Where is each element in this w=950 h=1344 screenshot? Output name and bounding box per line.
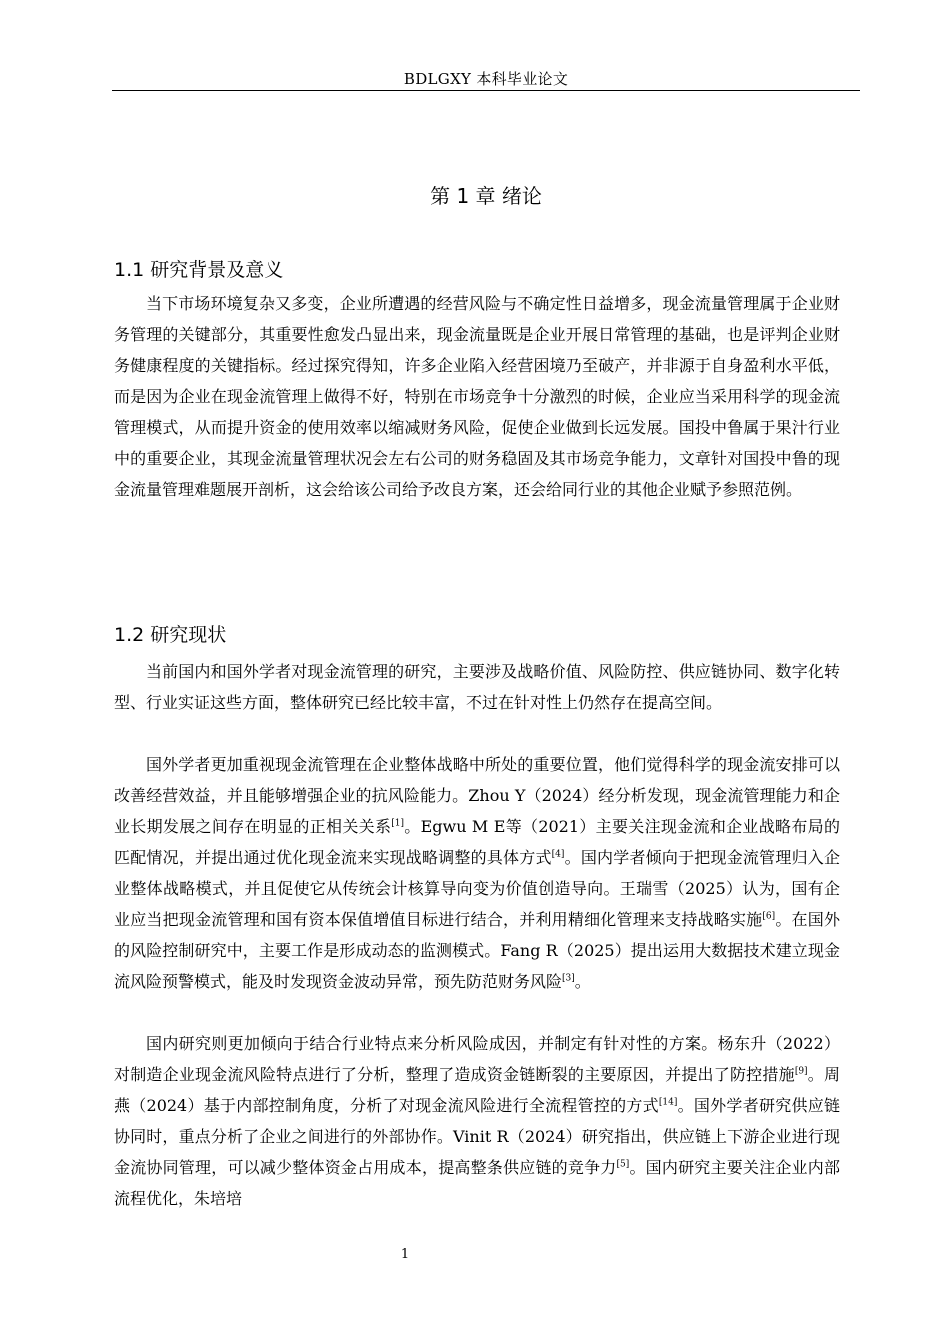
citation-marker: [1] bbox=[391, 818, 404, 829]
citation-marker: [14] bbox=[658, 1097, 678, 1108]
paragraph: 国外学者更加重视现金流管理在企业整体战略中所处的重要位置，他们觉得科学的现金流安排可以改善经营效益，并且能够增强企业的抗风险能力。Zhou Y（2024）经分析发现，现金流管理能力和企业长期发展之间存在明显的正相关关系[1]。Egwu M E等（2021）主要关注现金流和企业战略布局的匹配情况，并提出通过优化现金流来实现战略调整的具体方式[4]。国内学者倾向于把现金流管理归入企业整体战略模式，并且促使它从传统会计核算导向变为价值创造导向。王瑞雪（2025）认为，国有企业应当把现金流管理和国有资本保值增值目标进行结合，并利用精细化管理来支持战略实施[6]。在国外的风险控制研究中，主要工作是形成动态的监测模式。Fang R（2025）提出运用大数据技术建立现金流风险预警模式，能及时发现资金波动异常，预先防范财务风险[3]。 bbox=[114, 755, 840, 991]
citation-marker: [4] bbox=[551, 849, 565, 860]
citation-marker: [5] bbox=[616, 1159, 630, 1170]
paragraph: 当前国内和国外学者对现金流管理的研究，主要涉及战略价值、风险防控、供应链协同、数字化转型、行业实证这些方面，整体研究已经比较丰富，不过在针对性上仍然存在提高空间。 bbox=[114, 662, 840, 712]
paragraph: 当下市场环境复杂又多变，企业所遭遇的经营风险与不确定性日益增多，现金流量管理属于企业财务管理的关键部分，其重要性愈发凸显出来，现金流量既是企业开展日常管理的基础，也是评判企业财务健康程度的关键指标。经过探究得知，许多企业陷入经营困境乃至破产，并非源于自身盈利水平低，而是因为企业在现金流管理上做得不好，特别在市场竞争十分激烈的时候，企业应当采用科学的现金流管理模式，从而提升资金的使用效率以缩减财务风险，促使企业做到长远发展。国投中鲁属于果汁行业中的重要企业，其现金流量管理状况会左右公司的财务稳固及其市场竞争能力，文章针对国投中鲁的现金流量管理难题展开剖析，这会给该公司给予改良方案，还会给同行业的其他企业赋予参照范例。 bbox=[114, 294, 840, 499]
running-header: BDLGXY 本科毕业论文 bbox=[403, 70, 569, 88]
citation-marker: [3] bbox=[562, 973, 575, 984]
section-heading-1-2: 1.2 研究现状 bbox=[114, 624, 227, 646]
header-rule bbox=[112, 90, 860, 91]
chapter-title: 第 1 章 绪论 bbox=[430, 184, 542, 208]
section-heading-1-1: 1.1 研究背景及意义 bbox=[114, 259, 284, 281]
paragraph: 国内研究则更加倾向于结合行业特点来分析风险成因，并制定有针对性的方案。杨东升（2022）对制造企业现金流风险特点进行了分析，整理了造成资金链断裂的主要原因，并提出了防控措施[9]。周燕（2024）基于内部控制角度，分析了对现金流风险进行全流程管控的方式[14]。国外学者研究供应链协同时，重点分析了企业之间进行的外部协作。Vinit R（2024）研究指出，供应链上下游企业进行现金流协同管理，可以减少整体资金占用成本，提高整条供应链的竞争力[5]。国内研究主要关注企业内部流程优化，朱培培 bbox=[114, 1034, 840, 1208]
citation-marker: [9] bbox=[794, 1066, 808, 1077]
page-number: 1 bbox=[400, 1247, 410, 1262]
citation-marker: [6] bbox=[762, 911, 776, 922]
